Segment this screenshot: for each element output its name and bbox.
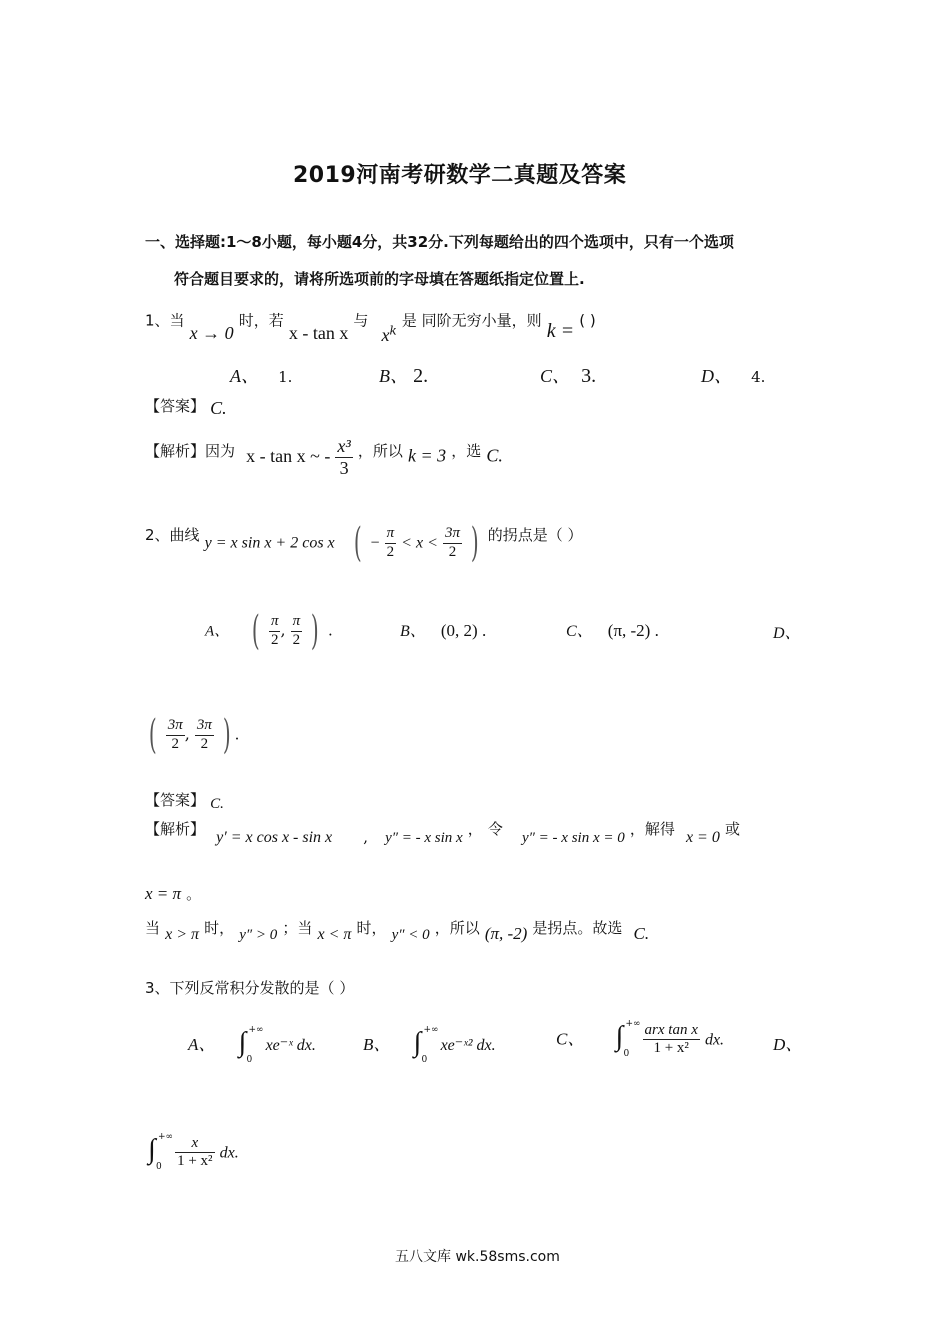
q3-option-d-value: ∫ +∞ 0 $\frac{x}{\text{1 + x²}}$ dx. — [148, 1131, 239, 1172]
q1-and: 与 — [353, 311, 369, 330]
q2-answer: 【答案】 C. — [145, 791, 224, 812]
question-2-stem: 2、曲线 y = x sin x + 2 cos x ( − $\frac{\pi}{2}$ < x < $\frac{3\pi}{2}$ ) 的拐点是（ ） — [145, 520, 583, 566]
q1-k-sup: k — [389, 324, 397, 338]
section-header-line2: 符合题目要求的，请将所选项前的字母填在答题纸指定位置上. — [174, 270, 585, 288]
q1-option-b: B、 2. — [379, 365, 429, 387]
footer-watermark: 五八文库 wk.58sms.com — [395, 1249, 560, 1265]
q1-is-text: 是 同阶无穷小量，则 — [401, 311, 542, 330]
q2-option-a: A、 ( $\frac{\pi}{2}$ , $\frac{\pi}{2}$ ) . — [205, 608, 333, 654]
q1-option-a: A、 1. — [230, 366, 293, 386]
q3-option-d-label: D、 — [773, 1035, 803, 1054]
q1-option-c: C、 3. — [540, 365, 597, 387]
q3-option-b: B、 ∫ +∞ 0 xe⁻ˣ² dx. — [363, 1024, 496, 1065]
integral-sign: ∫ — [148, 1133, 156, 1165]
q2-analysis: 【解析】 y′ = x cos x - sin x , y″ = - x sin x ， 令 y″ = - x sin x = 0 ，解得 x = 0 或 — [145, 820, 740, 846]
q2-option-b: B、 (0, 2) . — [400, 621, 487, 640]
q3-option-a: A、 ∫ +∞ 0 xe⁻ˣ dx. — [188, 1024, 316, 1065]
q1-analysis: 【解析】因为 x - tan x ~ - $\frac{\text{x³}}{3}$ ，所以 k = 3 ，选 C. — [145, 436, 503, 478]
question-1-stem — [145, 308, 596, 346]
q1-x: x — [381, 325, 390, 346]
q2-conclusion: 当 x > π 时， y″ > 0 ；当 x < π 时， y″ < 0 ，所以 (π, -2) 是拐点。故选 C. — [145, 919, 650, 943]
q1-number: 1、当 — [145, 311, 185, 330]
question-3-stem: 3、下列反常积分发散的是（ ） — [145, 979, 355, 997]
q1-paren: ( ) — [579, 311, 596, 330]
q3-option-c: C、 ∫ +∞ 0 $\frac{\text{arx tan x}}{\text{1 + x²}}$ dx. — [556, 1018, 725, 1059]
section-header-line1: 一、选择题:1～8小题，每小题4分，共32分.下列每题给出的四个选项中，只有一个选项 — [145, 233, 734, 251]
q2-option-d-value: ( $\frac{3\pi}{2}$ , $\frac{3\pi}{2}$ ) . — [148, 712, 240, 758]
integral-sign: ∫ — [615, 1020, 624, 1052]
integral-sign: ∫ — [238, 1026, 247, 1058]
q2-option-c: C、 (π, -2) . — [566, 621, 659, 640]
page-title: 2019河南考研数学二真题及答案 — [293, 163, 627, 188]
q1-answer: 【答案】 C. — [145, 397, 227, 418]
q1-when: 时，若 — [238, 311, 284, 330]
q1-expression: x - tan x — [288, 323, 349, 344]
q1-option-d: D、 4. — [701, 366, 766, 386]
q1-condition: x → 0 — [189, 323, 234, 344]
integral-sign: ∫ — [413, 1026, 422, 1058]
q1-k-eq: k = — [546, 320, 575, 343]
q2-option-d-label: D、 — [773, 625, 801, 642]
q2-analysis-line2: x = π 。 — [145, 884, 202, 903]
